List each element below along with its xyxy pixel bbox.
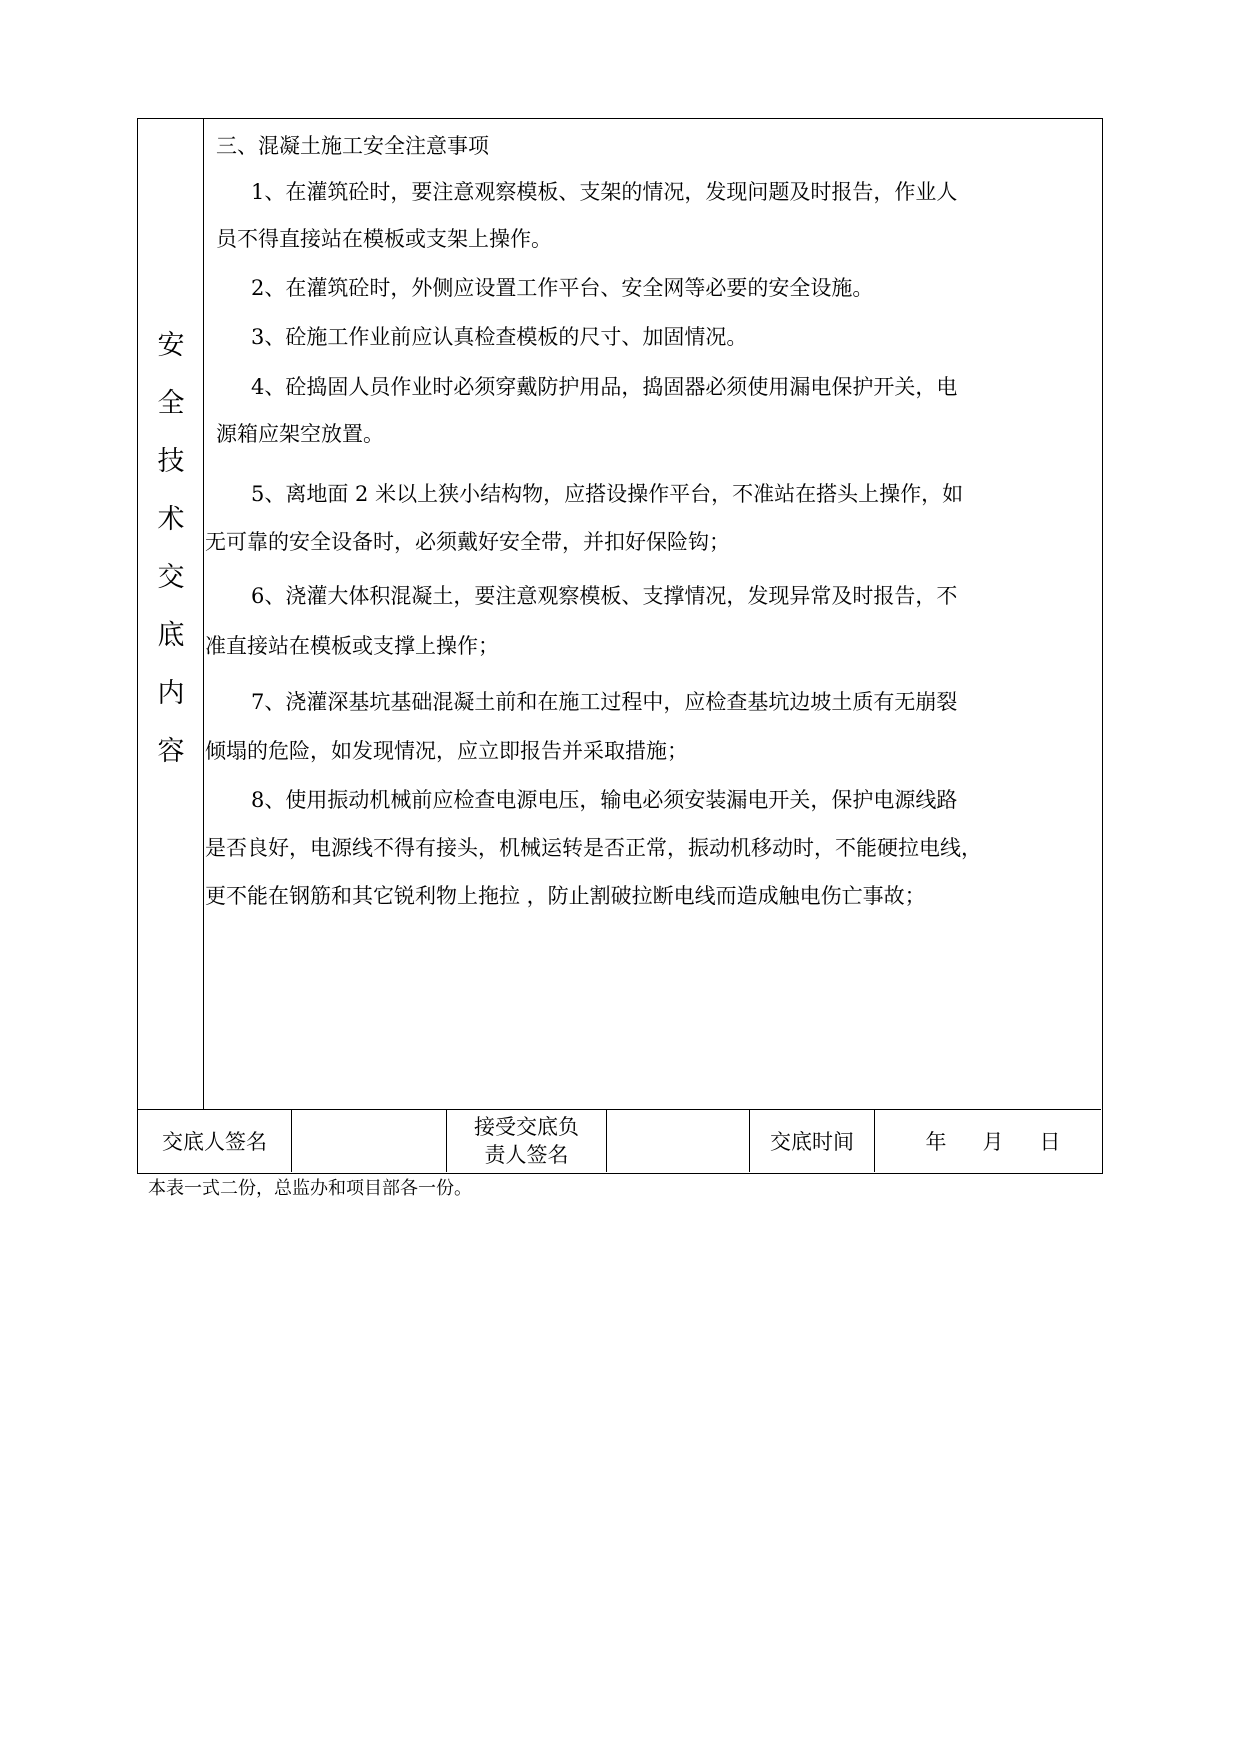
content-line: 6、浇灌大体积混凝土，要注意观察模板、支撑情况，发现异常及时报告，不	[251, 584, 958, 608]
disclosure-content	[204, 119, 1102, 1109]
section-label-char: 内	[157, 678, 185, 709]
section-label-char: 术	[157, 504, 185, 535]
content-line: 准直接站在模板或支撑上操作；	[205, 634, 499, 658]
receiver-signature-label	[447, 1110, 607, 1172]
content-line: 2、在灌筑砼时，外侧应设置工作平台、安全网等必要的安全设施。	[251, 276, 874, 300]
content-line: 5、离地面 2 米以上狭小结构物，应搭设操作平台，不准站在搭头上操作，如	[251, 482, 964, 506]
date-day-label: 日	[1039, 1130, 1061, 1154]
content-line: 7、浇灌深基坑基础混凝土前和在施工过程中，应检查基坑边坡土质有无崩裂	[251, 690, 958, 714]
content-line: 4、砼捣固人员作业时必须穿戴防护用品，捣固器必须使用漏电保护开关，电	[251, 375, 958, 399]
disclosure-table	[137, 118, 1103, 1174]
date-month-label: 月	[982, 1130, 1004, 1154]
content-line: 是否良好，电源线不得有接头，机械运转是否正常，振动机移动时，不能硬拉电线，	[205, 836, 982, 860]
content-line: 源箱应架空放置。	[216, 422, 384, 446]
content-line: 3、砼施工作业前应认真检查模板的尺寸、加固情况。	[251, 325, 748, 349]
footnote: 本表一式二份，总监办和项目部各一份。	[148, 1178, 472, 1199]
section-label-char: 技	[157, 446, 185, 477]
section-label-char: 交	[157, 562, 185, 593]
signature-row	[138, 1109, 1101, 1172]
section-label-char: 安	[157, 330, 185, 361]
section-heading: 三、混凝土施工安全注意事项	[216, 134, 489, 158]
content-line: 无可靠的安全设备时，必须戴好安全带，并扣好保险钩；	[205, 530, 730, 554]
section-label-char: 容	[157, 736, 185, 767]
discloser-signature-label: 交底人签名	[138, 1110, 292, 1172]
content-line: 1、在灌筑砼时，要注意观察模板、支架的情况，发现问题及时报告，作业人	[251, 180, 958, 204]
content-line: 倾塌的危险，如发现情况，应立即报告并采取措施；	[205, 739, 688, 763]
section-label-char: 底	[157, 620, 185, 651]
section-label-char: 全	[157, 388, 185, 419]
receiver-label-line: 责人签名	[484, 1143, 569, 1167]
disclosure-time-label: 交底时间	[750, 1110, 875, 1172]
content-line: 员不得直接站在模板或支架上操作。	[216, 227, 552, 251]
discloser-signature-field[interactable]	[292, 1110, 447, 1172]
content-line: 更不能在钢筋和其它锐利物上拖拉 ，防止割破拉断电线而造成触电伤亡事故；	[205, 884, 926, 908]
content-line: 8、使用振动机械前应检查电源电压，输电必须安装漏电开关，保护电源线路	[251, 788, 958, 812]
receiver-label-line: 接受交底负	[474, 1115, 579, 1139]
section-label-column	[138, 119, 204, 1109]
receiver-signature-field[interactable]	[607, 1110, 750, 1172]
date-year-label: 年	[925, 1130, 947, 1154]
disclosure-date-field[interactable]	[875, 1110, 1101, 1172]
